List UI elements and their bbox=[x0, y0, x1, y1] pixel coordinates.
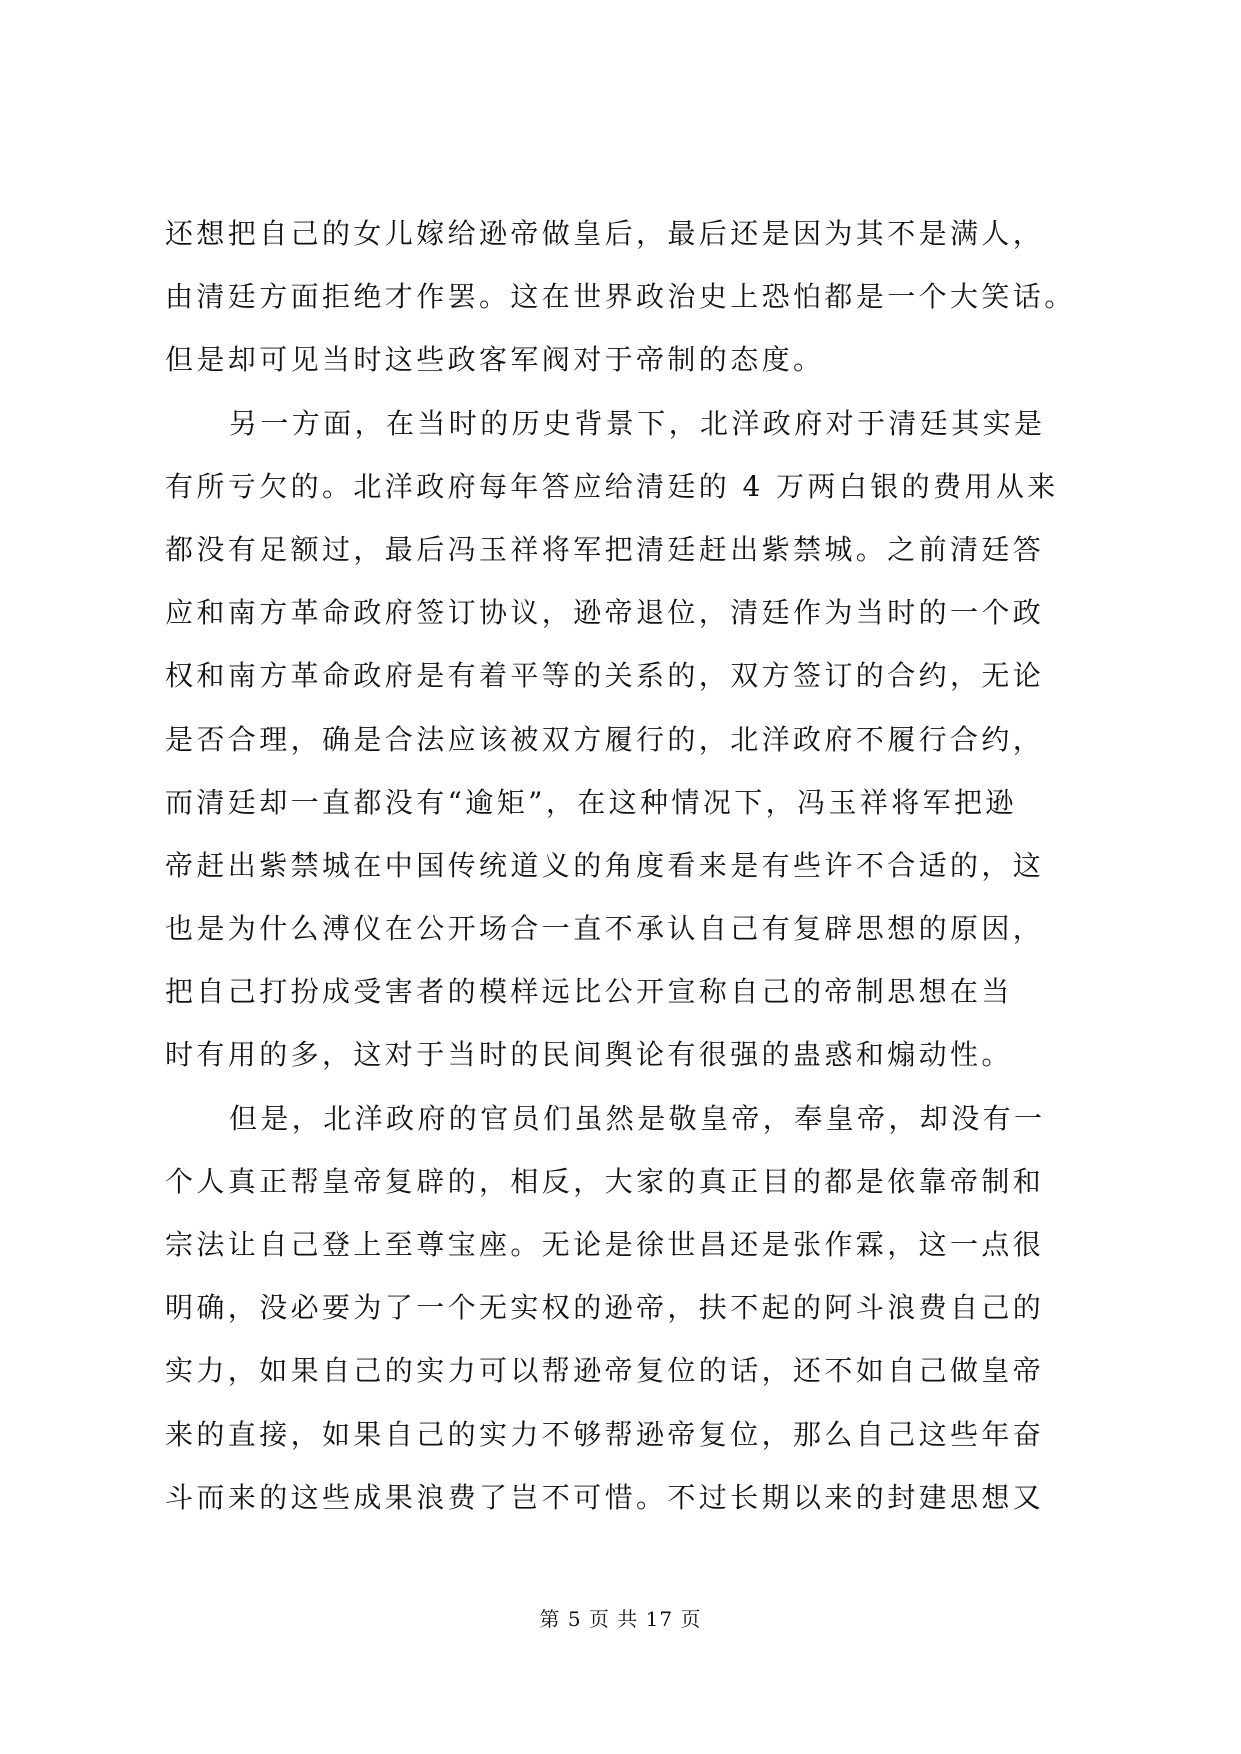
text-line: 实力，如果自己的实力可以帮逊帝复位的话，还不如自己做皇帝 bbox=[165, 1354, 1045, 1388]
text-line: 但是却可见当时这些政客军阀对于帝制的态度。 bbox=[165, 343, 825, 377]
text-line: 另一方面，在当时的历史背景下，北洋政府对于清廷其实是 bbox=[229, 406, 1046, 440]
text-line: 是否合理，确是合法应该被双方履行的，北洋政府不履行合约， bbox=[165, 722, 1045, 756]
text-line: 时有用的多，这对于当时的民间舆论有很强的蛊惑和煽动性。 bbox=[165, 1038, 1013, 1072]
paragraph bbox=[165, 392, 1085, 1087]
paragraph bbox=[165, 1087, 1085, 1529]
paragraph-continued bbox=[165, 202, 1085, 392]
text-line: 来的直接，如果自己的实力不够帮逊帝复位，那么自己这些年奋 bbox=[165, 1417, 1045, 1451]
text-line: 个人真正帮皇帝复辟的，相反，大家的真正目的都是依靠帝制和 bbox=[165, 1164, 1045, 1198]
text-line: 而清廷却一直都没有“逾矩”，在这种情况下，冯玉祥将军把逊 bbox=[165, 785, 1017, 819]
text-line: 权和南方革命政府是有着平等的关系的，双方签订的合约，无论 bbox=[165, 659, 1045, 693]
text-line: 宗法让自己登上至尊宝座。无论是徐世昌还是张作霖，这一点很 bbox=[165, 1228, 1045, 1261]
text-line: 应和南方革命政府签订协议，逊帝退位，清廷作为当时的一个政 bbox=[165, 596, 1045, 630]
text-line: 有所亏欠的。北洋政府每年答应给清廷的 4 万两白银的费用从来 bbox=[165, 469, 1059, 503]
text-line: 把自己打扮成受害者的模样远比公开宣称自己的帝制思想在当 bbox=[165, 975, 1013, 1009]
text-line: 也是为什么溥仪在公开场合一直不承认自己有复辟思想的原因， bbox=[165, 912, 1045, 946]
text-line: 明确，没必要为了一个无实权的逊帝，扶不起的阿斗浪费自己的 bbox=[165, 1291, 1045, 1325]
text-line: 都没有足额过，最后冯玉祥将军把清廷赶出紫禁城。之前清廷答 bbox=[165, 532, 1045, 566]
text-line: 斗而来的这些成果浪费了岂不可惜。不过长期以来的封建思想又 bbox=[165, 1480, 1045, 1514]
text-line: 帝赶出紫禁城在中国传统道义的角度看来是有些许不合适的，这 bbox=[165, 848, 1045, 882]
text-line: 还想把自己的女儿嫁给逊帝做皇后，最后还是因为其不是满人， bbox=[165, 217, 1045, 250]
body-text bbox=[165, 202, 1085, 1529]
page-number-footer: 第 5 页 共 17 页 bbox=[539, 1607, 702, 1631]
text-line: 但是，北洋政府的官员们虽然是敬皇帝，奉皇帝，却没有一 bbox=[229, 1101, 1046, 1135]
text-line: 由清廷方面拒绝才作罢。这在世界政治史上恐怕都是一个大笑话。 bbox=[165, 280, 1076, 314]
